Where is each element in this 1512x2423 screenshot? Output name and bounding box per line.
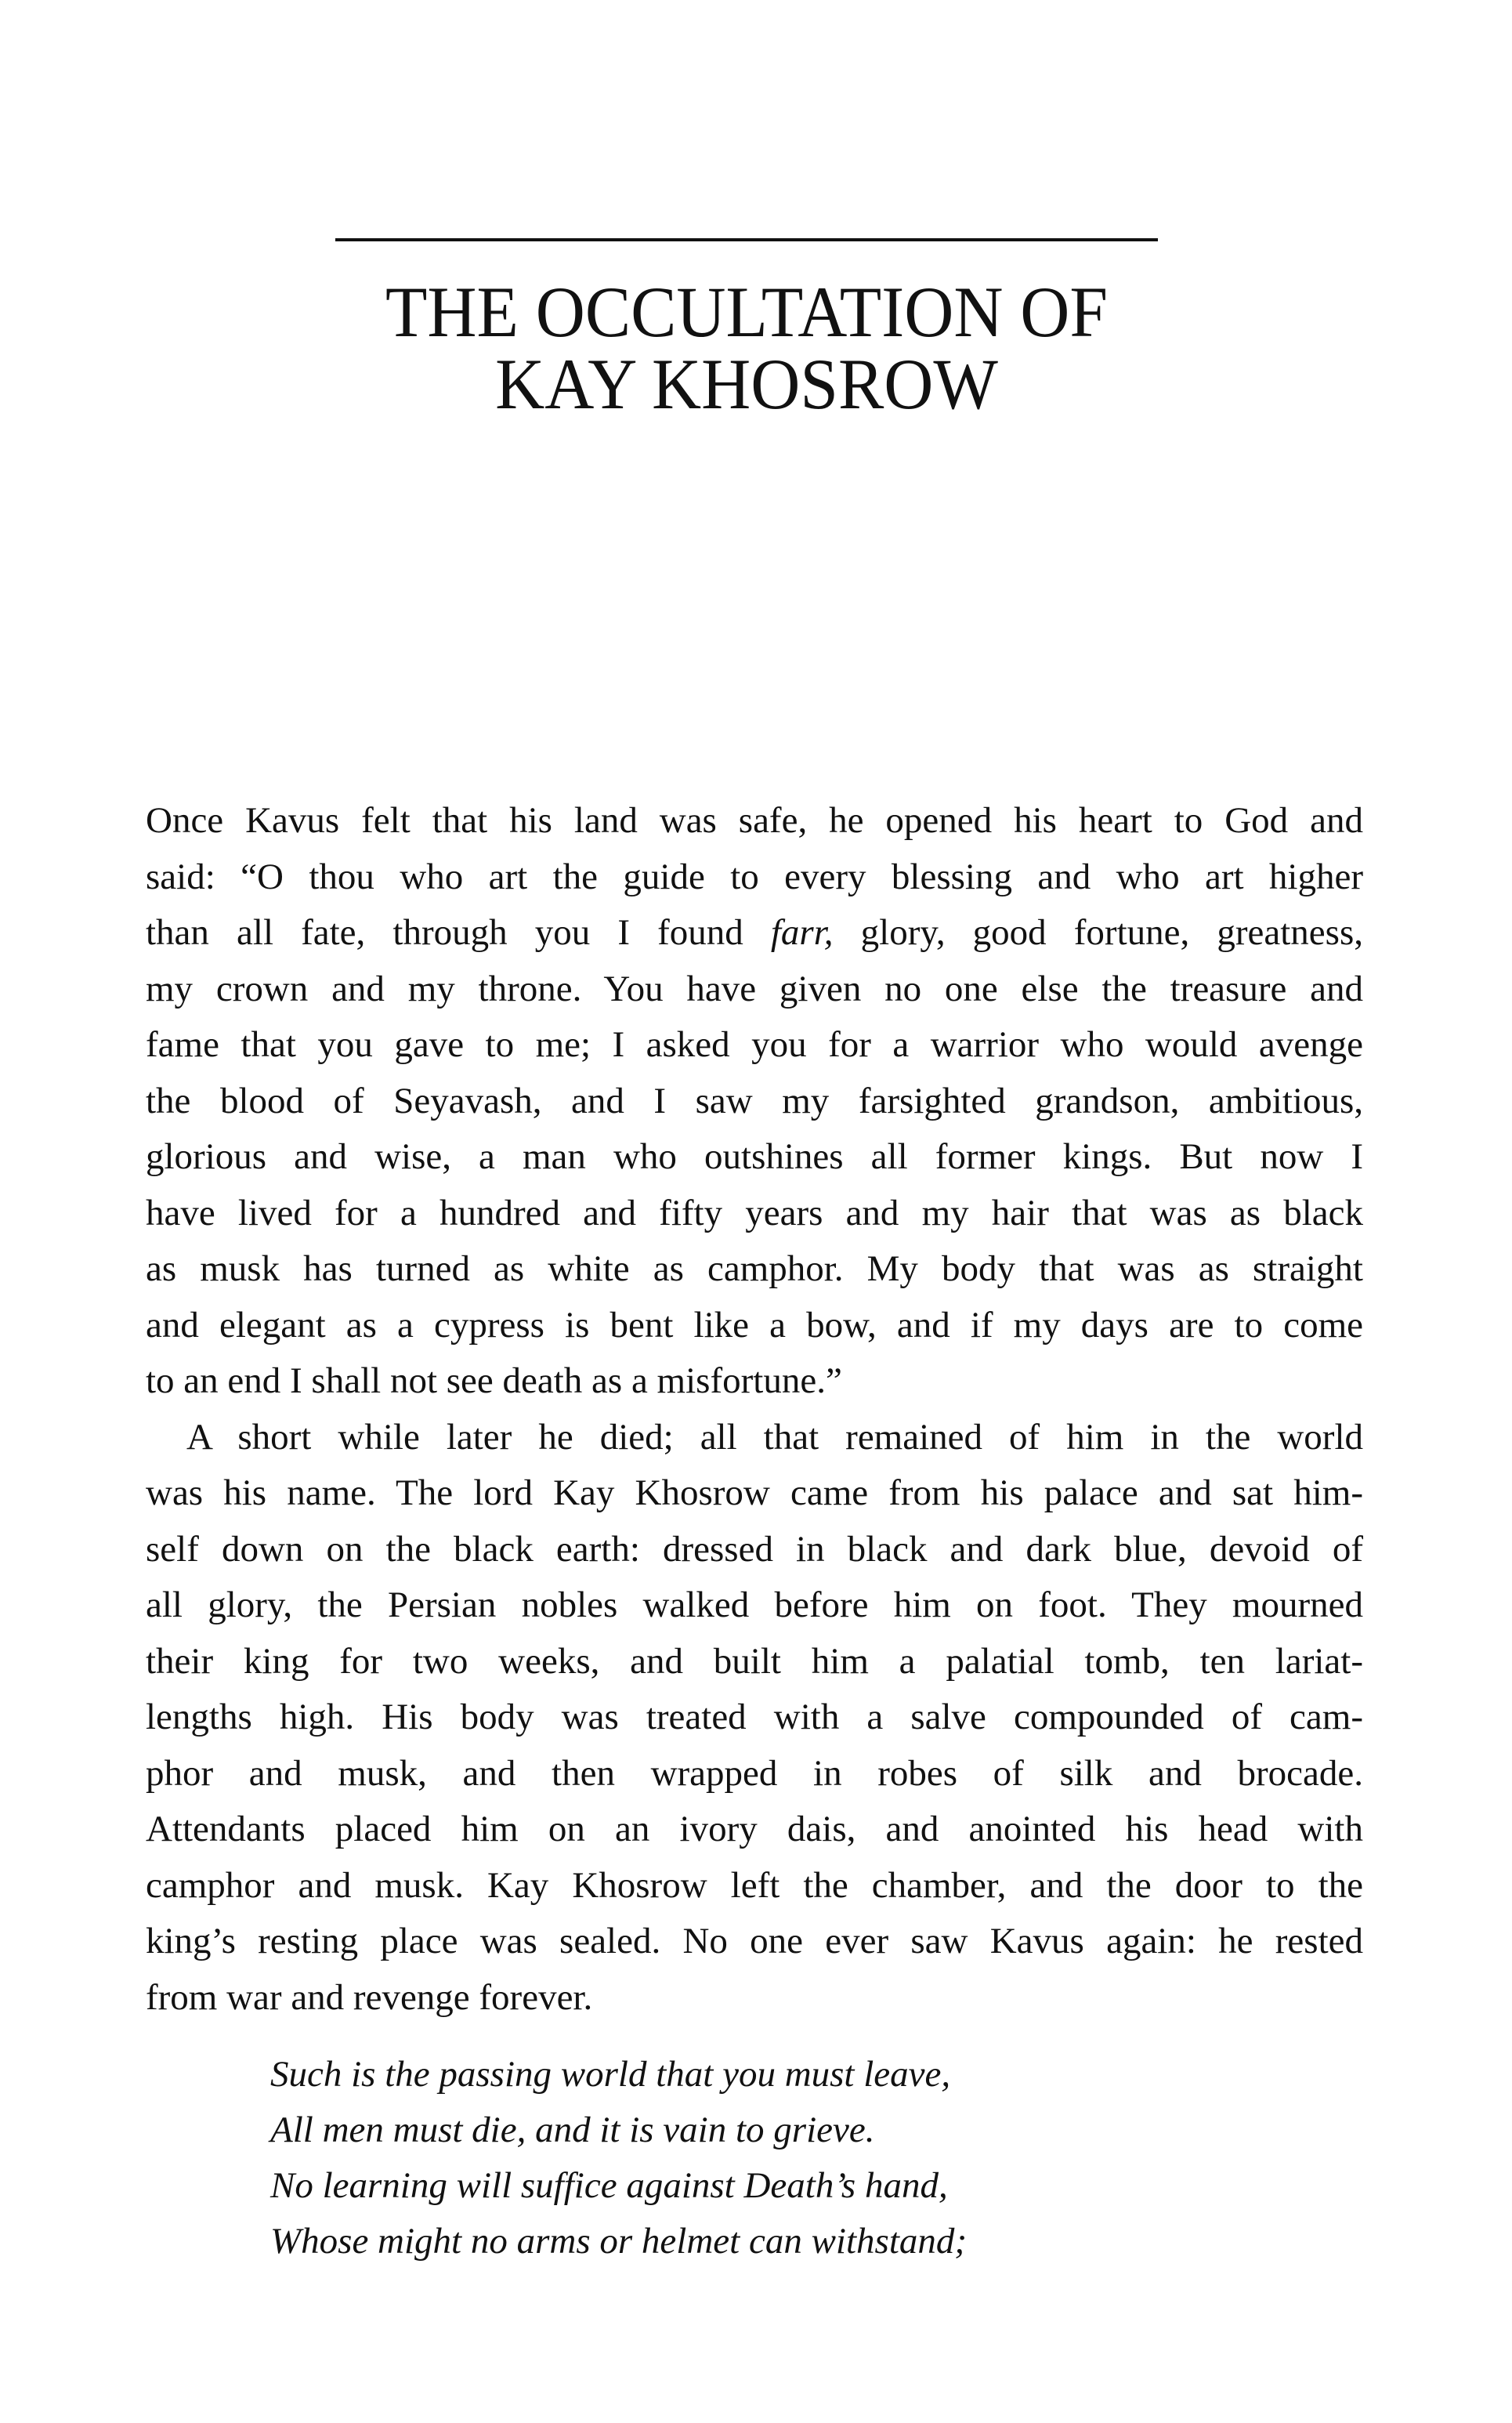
verse-line: Whose might no arms or helmet can withstand; (270, 2221, 968, 2262)
paragraph-line: was his name. The lord Kay Khosrow came from his palace and sat him- (146, 1472, 1363, 1513)
paragraph-line: and elegant as a cypress is bent like a bow, and if my days are to come (146, 1304, 1363, 1346)
paragraph-line: glorious and wise, a man who outshines all former kings. But now I (146, 1136, 1363, 1177)
verse-line: No learning will suffice against Death’s hand, (270, 2165, 948, 2206)
paragraph-line: A short while later he died; all that remained of him in the world (186, 1416, 1363, 1458)
paragraph-line: to an end I shall not see death as a misfortune.” (146, 1360, 842, 1401)
title-rule-divider (335, 238, 1158, 241)
paragraph-line: said: “O thou who art the guide to every blessing and who art higher (146, 856, 1363, 897)
paragraph-line: as musk has turned as white as camphor. My body that was as straight (146, 1248, 1363, 1289)
paragraph-line: my crown and my throne. You have given no one else the treasure and (146, 968, 1363, 1009)
paragraph-line: Once Kavus felt that his land was safe, he opened his heart to God and (146, 800, 1363, 841)
paragraph-line: camphor and musk. Kay Khosrow left the chamber, and the door to the (146, 1864, 1363, 1906)
verse-block (270, 2047, 1210, 2269)
chapter-title-line-2: KAY KHOSROW (495, 344, 998, 424)
paragraph-2 (146, 1410, 1363, 2026)
chapter-title-line-1: THE OCCULTATION OF (385, 272, 1109, 352)
italic-term-farr: farr, (770, 912, 834, 953)
paragraph-line: phor and musk, and then wrapped in robes of silk and brocade. (146, 1752, 1363, 1794)
body-text (146, 793, 1363, 2026)
verse-line: Such is the passing world that you must leave, (270, 2054, 951, 2095)
paragraph-line: lengths high. His body was treated with a salve compounded of cam- (146, 1697, 1363, 1737)
verse-line: All men must die, and it is vain to grieve. (270, 2110, 875, 2150)
paragraph-1 (146, 793, 1363, 1410)
paragraph-line: fame that you gave to me; I asked you for a warrior who would avenge (146, 1024, 1363, 1065)
paragraph-line: king’s resting place was sealed. No one ever saw Kavus again: he rested (146, 1921, 1363, 1961)
paragraph-line: all glory, the Persian nobles walked before him on foot. They mourned (146, 1585, 1363, 1625)
paragraph-line: the blood of Seyavash, and I saw my farsighted grandson, ambitious, (146, 1080, 1363, 1121)
text-span: glory, good fortune, greatness, (833, 912, 1363, 953)
paragraph-line: their king for two weeks, and built him a palatial tomb, ten lariat- (146, 1640, 1363, 1682)
text-span: than all fate, through you I found (146, 912, 771, 953)
paragraph-line: from war and revenge forever. (146, 1976, 593, 2018)
paragraph-line: Attendants placed him on an ivory dais, and anointed his head with (146, 1809, 1363, 1849)
paragraph-line: have lived for a hundred and fifty years and my hair that was as black (146, 1192, 1363, 1233)
chapter-title (313, 272, 1180, 424)
paragraph-line: self down on the black earth: dressed in black and dark blue, devoid of (146, 1528, 1363, 1570)
paragraph-line (146, 905, 1363, 962)
